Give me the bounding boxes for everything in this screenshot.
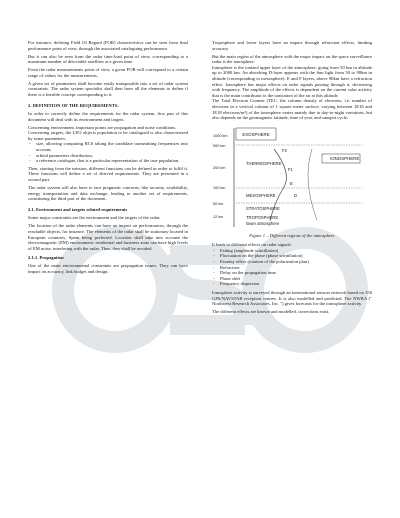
d-label: D	[294, 192, 298, 198]
paragraph: But the main region of the atmosphere with the major impact on the space surveillance radar is the ionosphere.	[212, 53, 372, 65]
list-item: - Refraction	[212, 265, 372, 271]
target-parameter-list	[28, 141, 188, 163]
thermosphere-label: THERMOSPHERE	[246, 160, 282, 166]
section-heading: 2. DEFINITION OF THE REQUIREMENTS.	[28, 102, 119, 108]
paragraph: Some major constraints are the environment and the targets of the radar.	[28, 215, 161, 221]
paragraph: For instance, defining Field Of Regard (FOR) characteristics can be seen from final performance point of view, through the associated cataloguing performance.	[28, 40, 188, 51]
subsection-heading: 2.1. Environment and targets related requirements	[28, 206, 128, 212]
paragraph: But it can also be seen from the radar time-load point of view, corresponding to a maximum number of detectable satellites at a given time.	[28, 53, 188, 65]
paragraph: One of the main environmental constraints are propagation issues. They can have impact on accuracy, link budget and design.	[28, 262, 188, 274]
f2-label: F2	[282, 147, 287, 153]
list-item: - orbital parameters distribution,	[28, 153, 188, 159]
atmosphere-figure	[212, 125, 372, 230]
stratosphere-label: STRATOSPHERE	[246, 205, 280, 211]
paragraph: Then, starting from the mission, different functions can be defined in order to fulfil it. These functions will define a set of derived requirements. They are presented in a second part.	[28, 165, 188, 183]
altitude-label: 12 km	[213, 214, 224, 219]
paragraph: Ionosphere activity is surveyed through an international sensors network based on 350 GPS/NAVSTAR reception centres. It is also modelled and predicted. The NWRA (" Northwest Research Associates, Inc. ") gives forecasts for the ionosphere activity.	[212, 290, 372, 307]
troposphere-label: TROPOSPHERE	[246, 214, 279, 220]
atmosphere-diagram	[212, 125, 372, 230]
paragraph: Troposphere and lower layers have an impact through refraction effects, limiting accuracy.	[212, 40, 372, 51]
list-item: - Faraday effect (rotation of the polarization plan)	[212, 259, 372, 265]
list-item: - Frequency dispersion	[212, 281, 372, 287]
paragraph: The different effects are known and modelled, corrections exist.	[212, 309, 330, 315]
paragraph: Ionosphere is the ionized upper layer of the atmosphere, going from 50 km in altitude up to 2000 km. An absorbing D-layer appears with the Sun light from 50 to 90km in altitude (corresponding to mesosphere). E and F layers, above 90km have a refraction effect. Ionosphere has major effects on radar signals passing through it, decreasing with frequency. The amplitude of the effects is dependent on the current solar activity that is the main contributor to the ionization of the air at this altitude.	[212, 64, 372, 98]
radar-effects-list	[212, 248, 372, 287]
f1-label: F1	[288, 166, 293, 172]
paragraph: The radar system will also have to face pragmatic concerns, like security, availability, energy transportation and data exchange, leading to another set of requirements, constituting the third part of the document.	[28, 185, 188, 202]
exosphere-label: EXOSPHERE	[242, 131, 270, 137]
altitude-label: 50 km	[213, 201, 224, 206]
ionosphere-label: IONOSPHERE	[330, 155, 360, 161]
right-column	[212, 40, 372, 317]
subsubsection-heading: 2.1.1. Propagation	[28, 255, 64, 261]
paragraph: Concerning environment, important points are propagation and noise conditions.	[28, 124, 177, 130]
altitude-label: 200 km	[213, 165, 226, 170]
paragraph: In order to correctly define the requirements for the radar system, first part of this document will deal with its environment and targets.	[28, 111, 188, 122]
list-item: - Phase shift	[212, 276, 372, 282]
paragraph: A given set of parameters shall become easily transposable into a set of radar system constraints. The radar system specialist shall then have all the elements to define if there is a feasible concept corresponding to it.	[28, 80, 188, 97]
list-item: - Fluctuation on the phase (phase scintillation)	[212, 253, 372, 259]
altitude-label: 1000 km	[213, 133, 228, 138]
paragraph: The Total Electron Content (TEC, the column density of electrons, i.e. number of electrons in a vertical column of 1 square meter surface, varying between 1E16 and 1E18 electrons/m²) of the ionosphere varies mainly due to day-to-night variations, but also depends on the geomagnetic latitude, time of year, and sunspot cycle.	[212, 98, 372, 121]
figure-caption: Figure 1 – Different regions of the atmosphere	[249, 232, 335, 238]
altitude-label: 100 km	[213, 185, 226, 190]
paragraph: It leads to different effects on radar signals:	[212, 242, 292, 248]
paragraph: Concerning targets, the LEO objects population to be catalogued is also characterized by some parameters:	[28, 130, 188, 141]
mesosphere-label: MESOSPHERE	[246, 192, 276, 198]
e-label: E	[290, 180, 293, 186]
list-item: - Fading (amplitude scintillation)	[212, 248, 372, 254]
list-item: - size, allowing computing RCS taking the candidate transmitting frequencies into account,	[28, 141, 188, 152]
paragraph: The location of the radar elements can have an impact on performances, through the reachable objects, for instance. The elements of the radar shall be stationary located in European countries, Spain being preferred. Location shall take into account the electromagnetic (EM) environment: residential and business zone can have high levels of EM noise, interfering with the radar. Thus, they shall be avoided.	[28, 223, 188, 251]
lower-atmosphere-label: lower atmosphere	[246, 220, 280, 226]
altitude-label: 500 km	[213, 143, 226, 148]
left-column	[28, 40, 188, 277]
list-item: - Delay on the propagation time	[212, 270, 372, 276]
list-item: - a reference catalogue, that is a particular representation of the true population.	[28, 158, 188, 164]
paragraph: From the radar measurements point of view, a given FOR will correspond to a certain range of values for the measurements.	[28, 67, 188, 78]
